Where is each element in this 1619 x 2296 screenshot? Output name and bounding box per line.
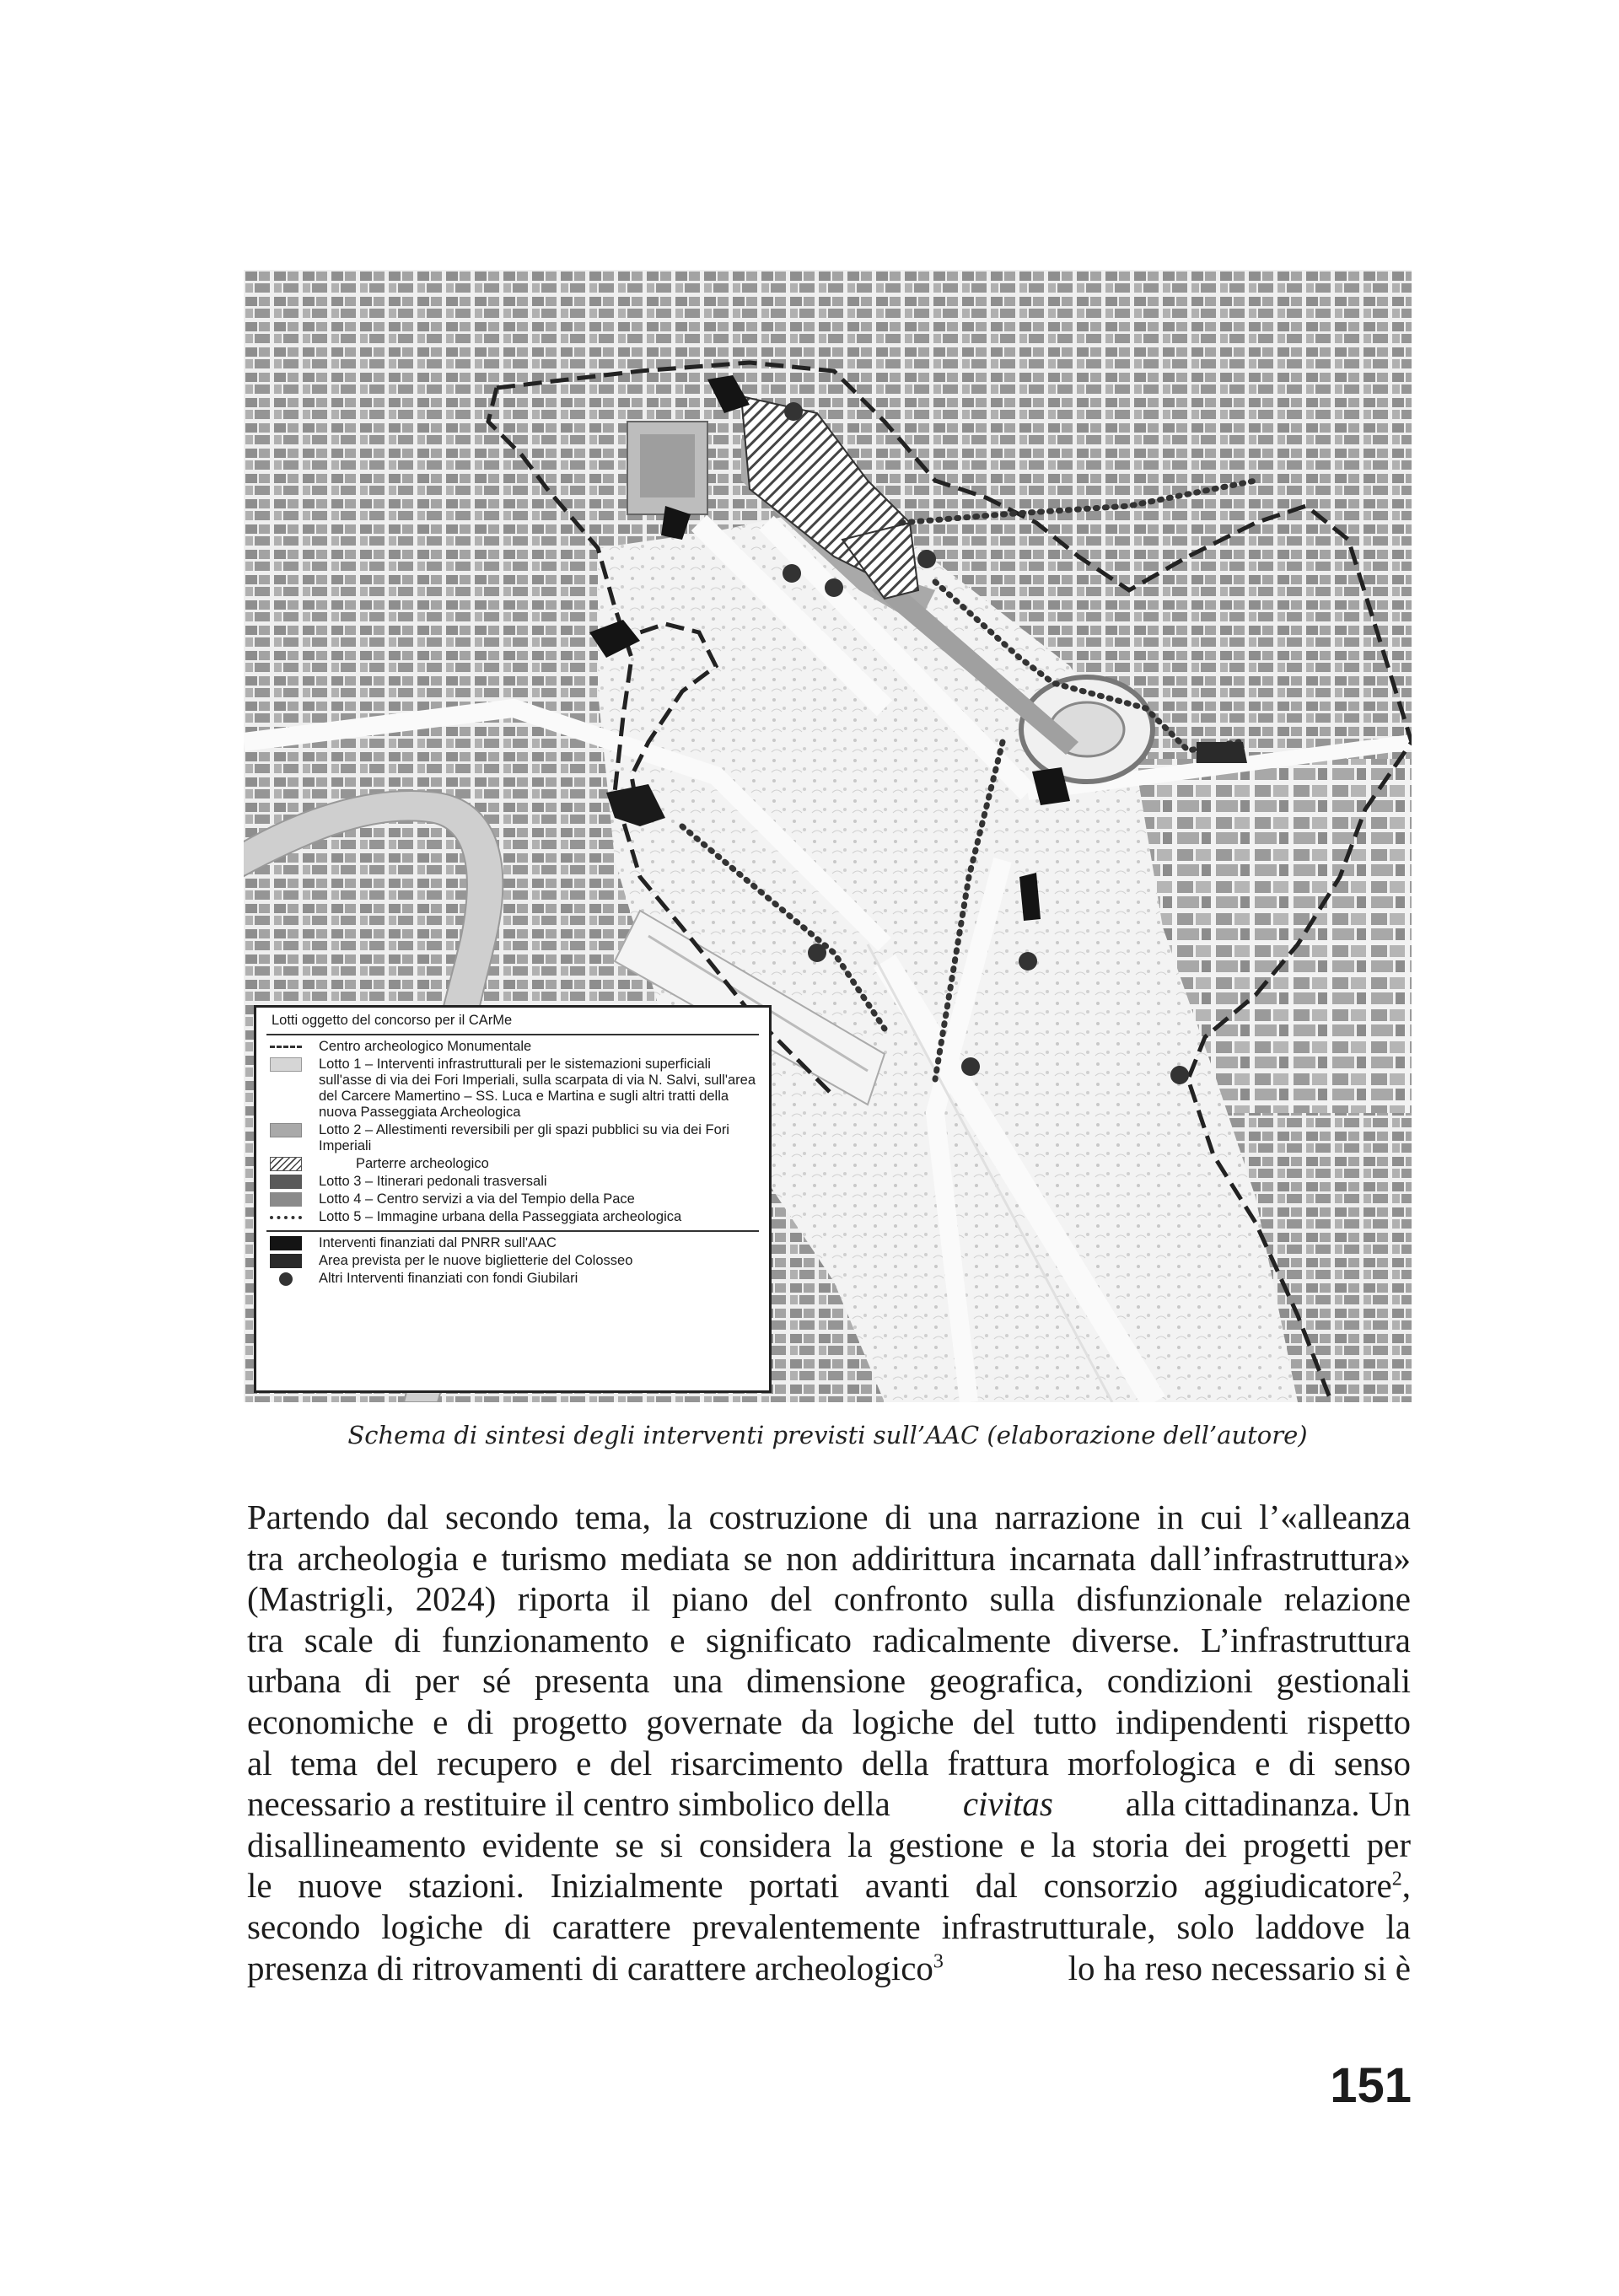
legend-label: Lotto 3 – Itinerari pedonali trasversali [319,1174,547,1189]
text-segment: alla cittadinanza. Un [1125,1784,1411,1824]
text-line [247,1865,1411,1906]
legend-label: Altri Interventi finanziati con fondi Giubilari [319,1271,578,1286]
gray-swatch-icon [270,1192,302,1207]
footnote-ref[interactable]: 2 [1391,1868,1402,1890]
legend-label: Lotto 1 – Interventi infrastrutturali per le sistemazioni superficiali sull'asse di via dei Fori Imperiali, sulla scarpata di via N. Salvi, sull'area del Carcere Mamertino – SS. Luca e Martina e sugli altri tratti della nuova Passeggiata Archeologica [319,1057,756,1120]
legend-item [266,1174,759,1190]
legend-item [266,1235,759,1251]
footnote-ref[interactable]: 3 [933,1949,944,1972]
text-line: (Mastrigli, 2024) riporta il piano del confronto sulla disfunzionale relazione [247,1579,1411,1619]
body-paragraph [247,1497,1411,1988]
text-segment: , [1401,1866,1411,1906]
text-line: al tema del recupero e del risarcimento della frattura morfologica e di senso [247,1743,1411,1782]
legend-item [266,1209,759,1225]
text-line: tra scale di funzionamento e significato radicalmente diverse. L’infrastruttura [247,1620,1411,1659]
legend-label: Parterre archeologico [356,1156,489,1171]
legend-label: Centro archeologico Monumentale [319,1039,532,1054]
black-swatch-icon [270,1254,302,1268]
legend-label: Interventi finanziati dal PNRR sull'AAC [319,1235,557,1250]
legend-item [266,1253,759,1269]
dashed-line-icon [270,1046,302,1048]
legend-item [266,1122,759,1154]
legend-item [266,1156,759,1172]
text-line: economiche e di progetto governate da logiche del tutto indipendenti rispetto [247,1702,1411,1741]
page-number: 151 [1330,2058,1412,2113]
text-segment: le nuove stazioni. Inizialmente portati avanti dal consorzio aggiudicatore [247,1866,1392,1906]
text-segment: lo ha reso necessario si è [1068,1948,1411,1987]
italic-term: civitas [962,1784,1053,1824]
text-line: Partendo dal secondo tema, la costruzione di una narrazione in cui l’«alleanza [247,1498,1411,1536]
dotted-line-icon [270,1216,302,1219]
text-segment: presenza di ritrovamenti di carattere archeologico [247,1948,933,1987]
legend-item [266,1271,759,1287]
map-legend [254,1005,772,1393]
dot-icon [279,1272,293,1286]
legend-item [266,1039,759,1055]
hatched-swatch-icon [270,1157,302,1171]
text-line: disallineamento evidente se si considera la gestione e la storia dei progetti per [247,1825,1411,1864]
legend-label: Lotto 4 – Centro servizi a via del Tempio della Pace [319,1191,635,1207]
light-gray-swatch-icon [270,1057,302,1072]
legend-divider [266,1230,759,1232]
text-line: secondo logiche di carattere prevalentemente infrastrutturale, solo laddove la [247,1906,1411,1946]
text-segment [247,1948,944,1989]
legend-label: Lotto 2 – Allestimenti reversibili per gli spazi pubblici su via dei Fori Imperiali [319,1122,729,1153]
text-line: urbana di per sé presenta una dimensione geografica, condizioni gestionali [247,1661,1411,1701]
text-line [247,1948,1411,1989]
mid-gray-swatch-icon [270,1123,302,1137]
legend-label: Lotto 5 – Immagine urbana della Passeggiata archeologica [319,1209,682,1224]
text-line: tra archeologia e turismo mediata se non addirittura incarnata dall’infrastruttura» [247,1538,1411,1578]
dark-gray-swatch-icon [270,1175,302,1189]
legend-title: Lotti oggetto del concorso per il CArMe [272,1013,513,1028]
text-segment: necessario a restituire il centro simbolico della [247,1784,890,1824]
legend-item [266,1191,759,1207]
legend-divider [266,1034,759,1035]
legend-item [266,1057,759,1121]
black-swatch-icon [270,1236,302,1250]
figure-caption: Schema di sintesi degli interventi previsti sull’AAC (elaborazione dell’autore) [347,1421,1308,1449]
text-line [247,1783,1411,1825]
legend-label: Area prevista per le nuove biglietterie del Colosseo [319,1253,633,1268]
map-figure [244,270,1412,1402]
